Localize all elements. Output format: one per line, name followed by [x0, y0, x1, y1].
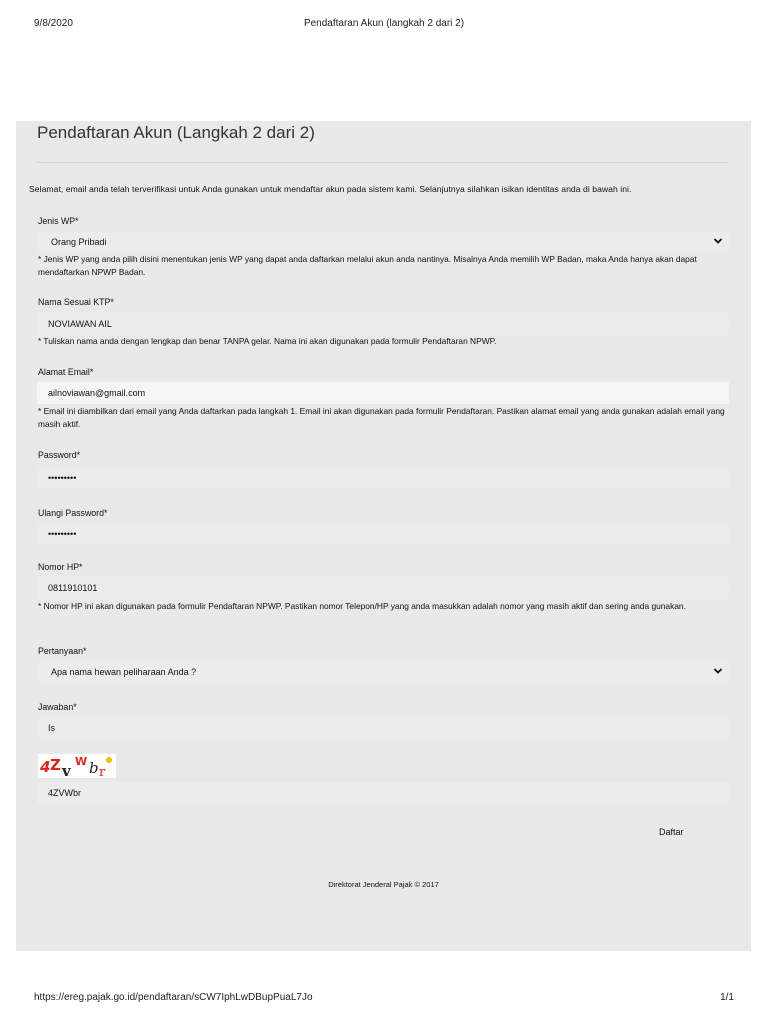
svg-text:Z: Z	[50, 756, 61, 774]
captcha-value: 4ZVWbr	[48, 788, 82, 798]
svg-text:r: r	[99, 765, 106, 778]
email-value: ailnoviawan@gmail.com	[48, 388, 146, 398]
pertanyaan-label: Pertanyaan*	[38, 646, 87, 656]
svg-text:W: W	[75, 755, 88, 768]
registration-panel	[16, 121, 751, 951]
password-value: •••••••••	[48, 473, 77, 483]
daftar-button[interactable]: Daftar	[659, 824, 699, 840]
jawaban-input[interactable]	[37, 717, 729, 739]
nomor-hp-input[interactable]	[37, 577, 729, 599]
jenis-wp-select[interactable]	[37, 231, 729, 253]
nama-label: Nama Sesuai KTP*	[38, 297, 114, 307]
nomor-hp-help: * Nomor HP ini akan digunakan pada formulir Pendaftaran NPWP. Pastikan nomor Telepon/HP yang anda masukkan adalah nomor yang masih aktif dan sering anda gunakan.	[38, 601, 686, 611]
ulangi-password-label: Ulangi Password*	[38, 508, 108, 518]
jenis-wp-value: Orang Pribadi	[51, 237, 107, 247]
nama-value: NOVIAWAN AIL	[48, 319, 112, 329]
pertanyaan-value: Apa nama hewan peliharaan Anda ?	[51, 667, 197, 677]
nama-input[interactable]	[37, 313, 729, 335]
jawaban-label: Jawaban*	[38, 702, 77, 712]
email-field[interactable]	[37, 382, 729, 404]
svg-text:v: v	[62, 762, 71, 778]
svg-text:b: b	[89, 759, 99, 777]
password-label: Password*	[38, 450, 81, 460]
nomor-hp-value: 0811910101	[48, 583, 98, 593]
nama-help: * Tuliskan nama anda dengan lengkap dan benar TANPA gelar. Nama ini akan digunakan pada formulir Pendaftaran NPWP.	[38, 336, 497, 346]
jenis-wp-label: Jenis WP*	[38, 216, 79, 226]
print-header	[0, 18, 768, 32]
captcha-graphic	[38, 754, 116, 778]
print-date: 9/8/2020	[34, 18, 73, 29]
print-footer	[0, 992, 768, 1006]
page-title: Pendaftaran Akun (Langkah 2 dari 2)	[37, 123, 315, 142]
print-page-title: Pendaftaran Akun (langkah 2 dari 2)	[303, 18, 465, 29]
nomor-hp-label: Nomor HP*	[38, 562, 83, 572]
print-url: https://ereg.pajak.go.id/pendaftaran/sCW7IphLwDBupPuaL7Jo	[34, 992, 313, 1003]
title-divider	[37, 162, 729, 163]
jenis-wp-help: * Jenis WP yang anda pilih disini menentukan jenis WP yang dapat anda daftarkan melalui akun anda nantinya. Misalnya Anda memilih WP Badan, maka Anda hanya akan dapat mendaftarkan NPWP Badan.	[38, 254, 697, 277]
ulangi-password-value: •••••••••	[48, 529, 77, 539]
jawaban-value: Is	[48, 723, 56, 733]
pertanyaan-select[interactable]	[37, 661, 729, 683]
ulangi-password-input[interactable]	[37, 523, 729, 545]
email-help: * Email ini diambilkan dari email yang Anda daftarkan pada langkah 1. Email ini akan digunakan pada formulir Pendaftaran. Pastikan alamat email yang anda gunakan adalah email yang masih aktif.	[38, 406, 725, 429]
password-input[interactable]	[37, 467, 729, 489]
email-label: Alamat Email*	[38, 367, 94, 377]
captcha-image	[38, 754, 116, 778]
svg-text:4: 4	[40, 758, 51, 776]
chevron-down-icon	[713, 666, 723, 676]
chevron-down-icon	[713, 236, 723, 246]
captcha-input[interactable]	[37, 782, 729, 804]
intro-text: Selamat, email anda telah terverifikasi untuk Anda gunakan untuk mendaftar akun pada sistem kami. Selanjutnya silahkan isikan identitas anda di bawah ini.	[29, 184, 632, 194]
print-page-count: 1/1	[720, 992, 734, 1003]
copyright-text: Direktorat Jenderal Pajak © 2017	[328, 880, 439, 889]
